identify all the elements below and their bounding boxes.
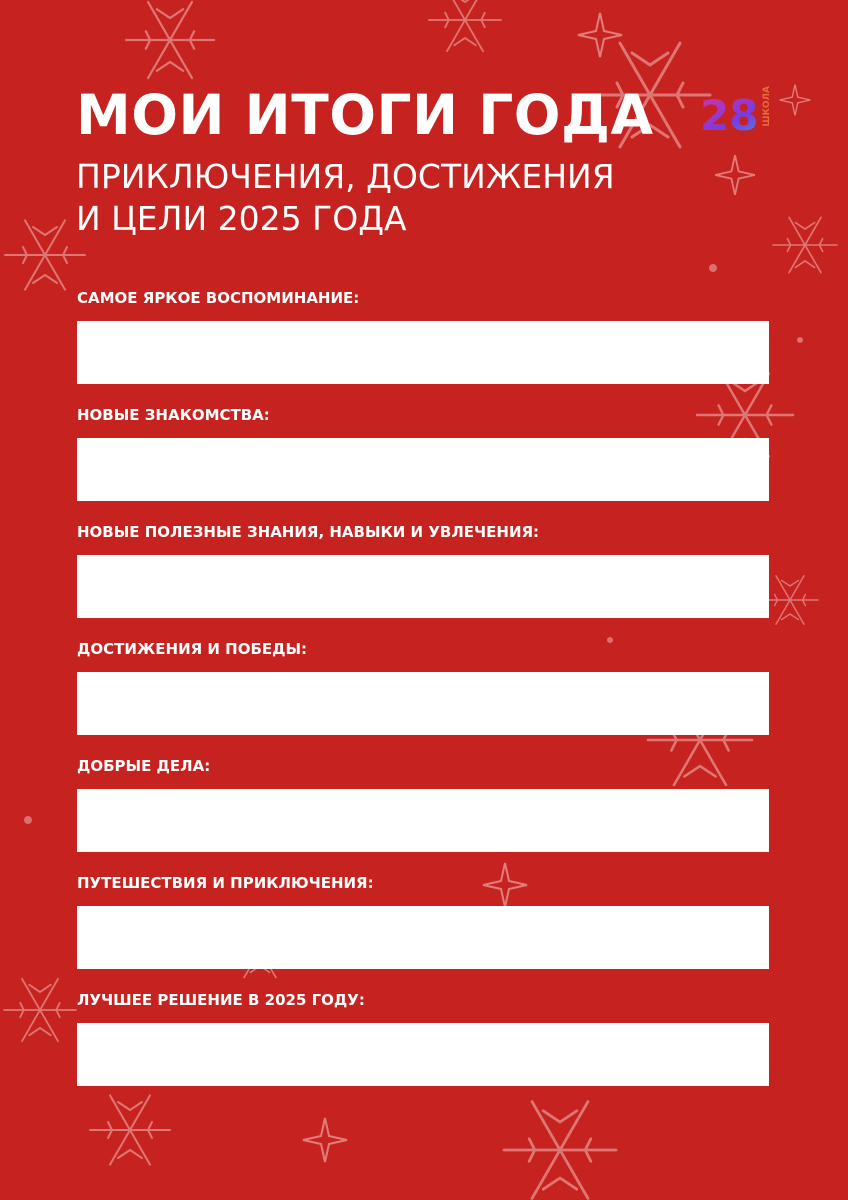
field-label: САМОЕ ЯРКОЕ ВОСПОМИНАНИЕ:: [77, 289, 360, 307]
form-fields: [77, 287, 769, 1106]
page-title: МОИ ИТОГИ ГОДА: [76, 83, 654, 147]
subtitle-line-1: ПРИКЛЮЧЕНИЯ, ДОСТИЖЕНИЯ: [76, 157, 615, 196]
best-decision-input[interactable]: [77, 1023, 769, 1086]
travel-input[interactable]: [77, 906, 769, 969]
field-memory: [77, 287, 769, 404]
field-achievements: [77, 638, 769, 755]
field-label: НОВЫЕ ПОЛЕЗНЫЕ ЗНАНИЯ, НАВЫКИ И УВЛЕЧЕНИЯ:: [77, 523, 540, 541]
field-good-deeds: [77, 755, 769, 872]
field-label: ДОСТИЖЕНИЯ И ПОБЕДЫ:: [77, 640, 308, 658]
field-label: НОВЫЕ ЗНАКОМСТВА:: [77, 406, 270, 424]
good-deeds-input[interactable]: [77, 789, 769, 852]
memory-input[interactable]: [77, 321, 769, 384]
achievements-input[interactable]: [77, 672, 769, 735]
field-best-decision: [77, 989, 769, 1106]
field-acquaintances: [77, 404, 769, 521]
field-label: ЛУЧШЕЕ РЕШЕНИЕ В 2025 ГОДУ:: [77, 991, 365, 1009]
logo-number: 28: [700, 91, 756, 138]
acquaintances-input[interactable]: [77, 438, 769, 501]
field-label: ПУТЕШЕСТВИЯ И ПРИКЛЮЧЕНИЯ:: [77, 874, 374, 892]
header: [76, 78, 716, 240]
field-label: ДОБРЫЕ ДЕЛА:: [77, 757, 211, 775]
page-subtitle: [76, 156, 716, 240]
logo-text: ШКОЛА: [762, 86, 772, 127]
field-skills: [77, 521, 769, 638]
field-travel: [77, 872, 769, 989]
subtitle-line-2: И ЦЕЛИ 2025 ГОДА: [76, 199, 407, 238]
logo-graphic: [700, 86, 756, 138]
skills-input[interactable]: [77, 555, 769, 618]
school-logo: [700, 86, 772, 138]
